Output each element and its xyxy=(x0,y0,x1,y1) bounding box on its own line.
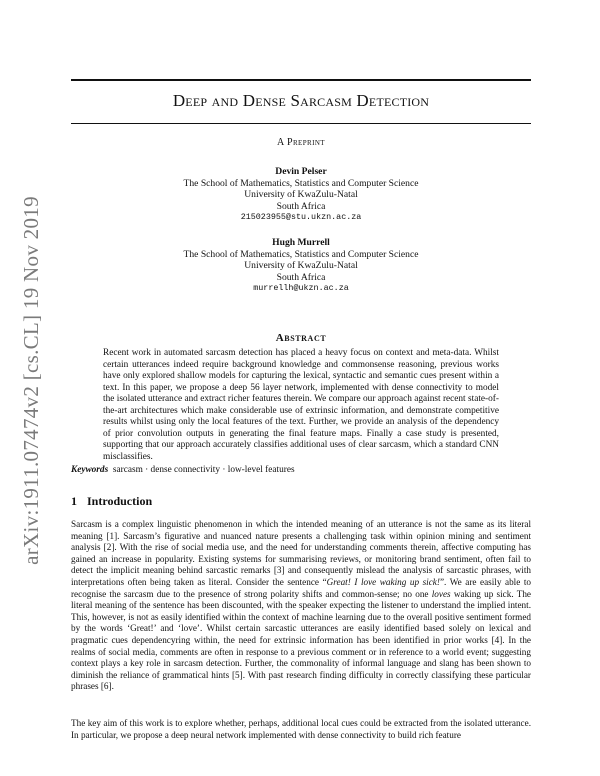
preprint-label: A Preprint xyxy=(277,137,325,148)
author-university: University of KwaZulu-Natal xyxy=(244,189,358,201)
author-department: The School of Mathematics, Statistics and Computer Science xyxy=(183,248,419,260)
paper-title: Deep and Dense Sarcasm Detection xyxy=(172,91,430,110)
section-title: Introduction xyxy=(87,494,153,508)
author-email: murrellh@ukzn.ac.za xyxy=(253,283,349,294)
author-block-2 xyxy=(71,237,531,295)
author-country: South Africa xyxy=(276,200,326,212)
keywords-line xyxy=(71,465,531,475)
intro-text-b: ”. We are easily able to recognise the sarcasm due to the presence of strong polarity shifts and common-sense; no one xyxy=(71,576,531,599)
intro-quote: Great! I love waking up sick! xyxy=(326,576,440,587)
intro-text-p2: The key aim of this work is to explore whether, perhaps, additional local cues could be extracted from the isolated utterance. In particular, we propose a deep neural network implemented with dense connectivity to build rich feature xyxy=(71,718,531,740)
author-name: Devin Pelser xyxy=(275,166,327,177)
author-block-1 xyxy=(71,166,531,224)
section-heading xyxy=(71,494,152,509)
author-email: 215023955@stu.ukzn.ac.za xyxy=(240,212,362,223)
section-number: 1 xyxy=(71,494,77,508)
author-name: Hugh Murrell xyxy=(272,237,330,248)
intro-paragraph-1 xyxy=(71,519,531,693)
abstract-text: Recent work in automated sarcasm detection has placed a heavy focus on context and meta-data. Whilst certain utterances indeed require background knowledge and commonsense reasoning, previous works have only explored shallow models for capturing the lexical, syntactic and semantic cues present within a text. In this paper, we propose a deep 56 layer network, implemented with dense connectivity to model the isolated utterance and extract richer features therein. We compare our approach against recent state-of-the-art architectures which make considerable use of extrinsic information, and demonstrate competitive results whilst using only the local features of the text. Further, we provide an analysis of the dependency of prior convolution outputs in generating the final feature maps. Finally a case study is presented, supporting that our approach accurately classifies additional uses of clear sarcasm, which a standard CNN misclassifies. xyxy=(103,348,499,462)
keywords-list: sarcasm · dense connectivity · low-level features xyxy=(112,465,295,475)
intro-emphasis: loves xyxy=(431,588,451,599)
abstract-heading: Abstract xyxy=(275,332,327,344)
intro-paragraph-2 xyxy=(71,718,531,741)
intro-text-c: waking up sick. The literal meaning of the sentence has been discounted, with the speaker expecting the listener to understand the implied intent. This, however, is not as easily identified within the context of machine learning due to the overall positive sentiment formed by the words ‘Great!’ and ‘love’. Whilst certain sarcastic utterances are easily identified based solely on lexical and pragmatic cues dependencyring within, the need for extrinsic information has been identified in prior works [4]. In the realms of social media, comments are often in response to a previous comment or in reference to a world event; suggesting context plays a key role in sarcasm detection. Further, the commonality of informal language and slang has been shown to diminish the reliance of grammatical hints [5]. With past research finding difficulty in correctly classifying these particular phrases [6]. xyxy=(71,588,531,692)
title-rule-top xyxy=(71,79,531,81)
author-department: The School of Mathematics, Statistics and Computer Science xyxy=(183,177,419,189)
intro-text-a: Sarcasm is a complex linguistic phenomenon in which the intended meaning of an utterance is not the same as its literal meaning [1]. Sarcasm’s figurative and nuanced nature presents a challenging task within opinion mining and sentiment analysis [2]. With the rise of social media use, and the need for understanding comments therein, affective computing has gained an increase in popularity. Existing systems for summarising reviews, or monitoring brand sentiment, often fail to detect the implicit meaning behind sarcastic remarks [3] and consequently mislead the analysis of sarcastic phrases, with interpretations often being taken as literal. Consider the sentence “ xyxy=(71,519,531,587)
title-rule-bottom xyxy=(71,123,531,124)
arxiv-id-text: arXiv:1911.07474v2 [cs.CL] 19 Nov 2019 xyxy=(18,195,43,565)
keywords-label: Keywords xyxy=(71,465,109,475)
arxiv-identifier xyxy=(14,195,48,565)
author-country: South Africa xyxy=(276,271,326,283)
author-university: University of KwaZulu-Natal xyxy=(244,260,358,272)
